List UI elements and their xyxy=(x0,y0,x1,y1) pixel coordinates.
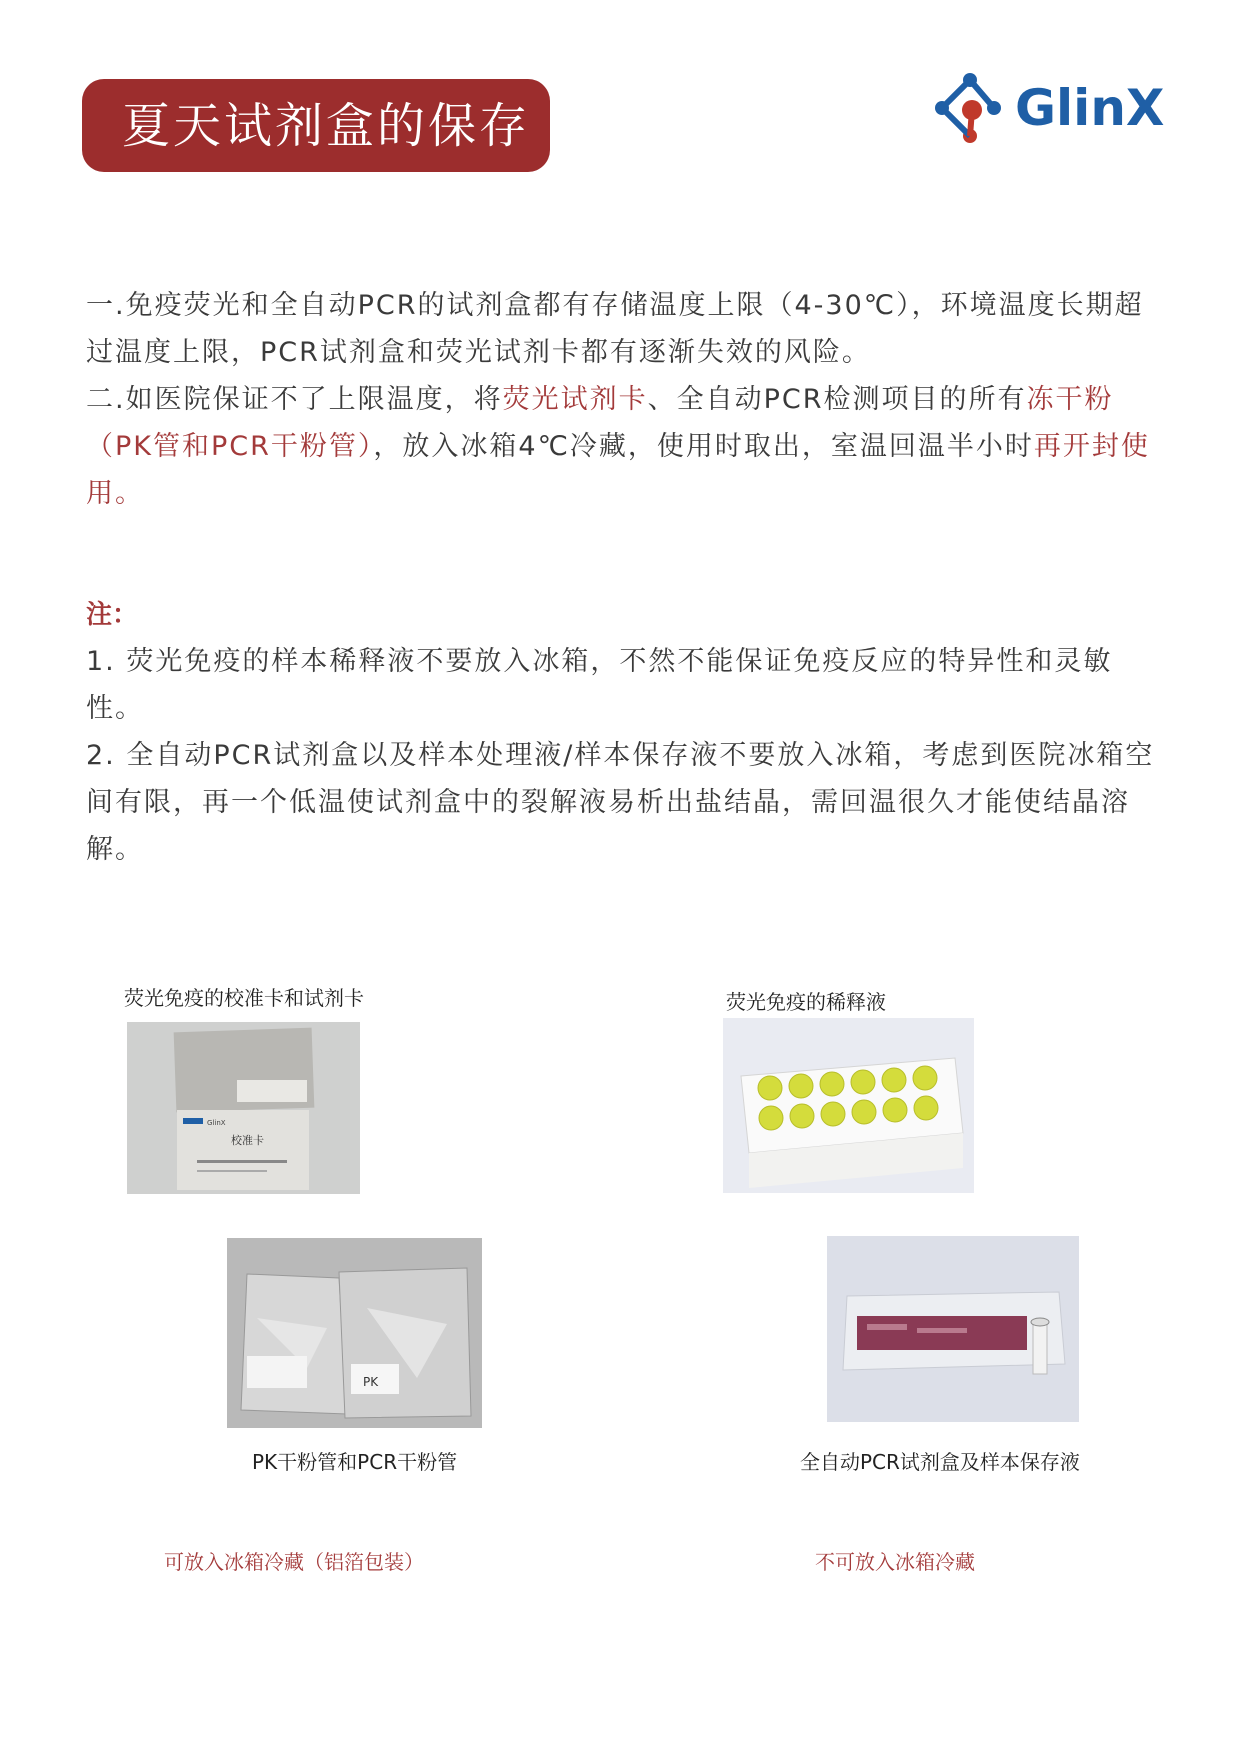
label-can-refrigerate: 可放入冰箱冷藏（铝箔包装） xyxy=(164,1550,424,1574)
photo-pcr-kit xyxy=(827,1236,1079,1422)
highlight-open-use: 再开封使用。 xyxy=(86,431,1150,509)
caption-calibration-card: 荧光免疫的校准卡和试剂卡 xyxy=(124,986,364,1010)
svg-text:GlinX: GlinX xyxy=(207,1119,226,1127)
note-2: 2. 全自动PCR试剂盒以及样本处理液/样本保存液不要放入冰箱，考虑到医院冰箱空间有限，再一个低温使试剂盒中的裂解液易析出盐结晶，需回温很久才能使结晶溶解。 xyxy=(86,740,1155,865)
label-cannot-refrigerate: 不可放入冰箱冷藏 xyxy=(815,1550,975,1574)
svg-text:PK: PK xyxy=(363,1375,379,1389)
notes-title: 注： xyxy=(86,600,139,630)
paragraph-2: 二.如医院保证不了上限温度，将荧光试剂卡、全自动PCR检测项目的所有冻干粉（PK管和PCR干粉管），放入冰箱4℃冷藏，使用时取出，室温回温半小时再开封使用。 xyxy=(86,384,1150,509)
paragraph-1: 一.免疫荧光和全自动PCR的试剂盒都有存储温度上限（4-30℃），环境温度长期超过温度上限，PCR试剂盒和荧光试剂卡都有逐渐失效的风险。 xyxy=(86,290,1144,368)
photo-pk-pcr-tubes xyxy=(227,1238,482,1428)
logo-text: GlinX xyxy=(1015,79,1165,137)
highlight-freeze-dried: 冻干粉（PK管和PCR干粉管） xyxy=(86,384,1114,462)
highlight-reagent-card: 荧光试剂卡 xyxy=(502,384,648,415)
page-title: 夏天试剂盒的保存 xyxy=(122,98,531,154)
caption-pk-pcr: PK干粉管和PCR干粉管 xyxy=(252,1450,458,1474)
photo-calibration-card xyxy=(127,1022,360,1194)
svg-text:校准卡: 校准卡 xyxy=(231,1134,264,1147)
caption-pcr-kit: 全自动PCR试剂盒及样本保存液 xyxy=(800,1450,1080,1474)
caption-diluent: 荧光免疫的稀释液 xyxy=(726,990,886,1014)
note-1: 1. 荧光免疫的样本稀释液不要放入冰箱，不然不能保证免疫反应的特异性和灵敏性。 xyxy=(86,646,1113,724)
photo-diluent xyxy=(723,1018,974,1193)
